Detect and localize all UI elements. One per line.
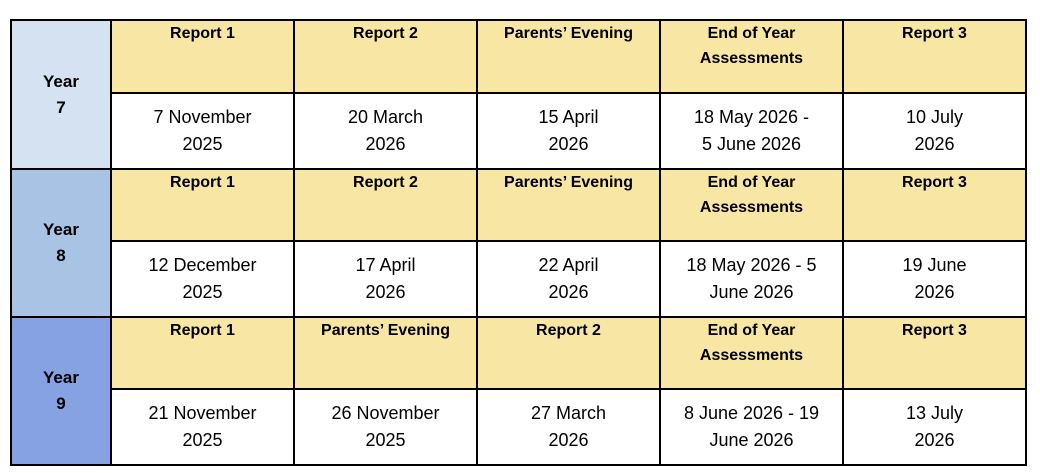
milestone-header-text: Report 1 <box>170 174 235 191</box>
milestone-date-text: 19 June <box>902 255 967 275</box>
milestone-header-text: Report 1 <box>170 25 235 42</box>
milestone-header-cell <box>111 20 294 93</box>
milestone-date-text: 2025 <box>182 430 223 450</box>
milestone-header-text: Report 3 <box>902 174 967 191</box>
year-label-number: 7 <box>56 97 66 117</box>
milestone-date-text: 20 March <box>347 107 424 127</box>
milestone-date-cell <box>843 241 1026 317</box>
milestone-date-text: 2025 <box>182 282 223 302</box>
milestone-header-text: End of Year <box>707 174 796 191</box>
milestone-header-text: Assessments <box>699 347 804 364</box>
milestone-date-text: 2026 <box>365 134 406 154</box>
milestone-header-text: Report 2 <box>536 322 601 339</box>
milestone-date-text: 15 April <box>538 107 599 127</box>
milestone-date-text: 18 May 2026 - <box>693 107 810 127</box>
year-label-cell <box>11 20 111 169</box>
milestone-header-cell <box>294 169 477 241</box>
milestone-header-text: Report 3 <box>902 322 967 339</box>
milestone-date-text: 27 March <box>530 403 607 423</box>
milestone-header-cell <box>477 20 660 93</box>
milestone-date-cell <box>660 389 843 465</box>
milestone-date-cell <box>843 389 1026 465</box>
milestone-date-text: 7 November <box>153 107 252 127</box>
milestone-header-cell <box>843 169 1026 241</box>
milestone-header-text: Report 2 <box>353 174 418 191</box>
year-label-word: Year <box>43 71 79 91</box>
milestone-header-text: Report 2 <box>353 25 418 42</box>
milestone-date-cell <box>294 389 477 465</box>
year-label-word: Year <box>43 368 79 387</box>
reporting-schedule-table <box>10 19 1027 466</box>
year-label-word: Year <box>43 220 79 239</box>
milestone-date-cell <box>477 389 660 465</box>
date-row-year-7 <box>11 93 1026 169</box>
milestone-header-text: Report 3 <box>902 25 967 42</box>
milestone-date-cell <box>660 93 843 169</box>
milestone-date-text: 10 July <box>905 107 964 127</box>
milestone-date-text: 2026 <box>914 134 955 154</box>
milestone-date-text: 2026 <box>914 282 955 302</box>
milestone-header-text: Parents’ Evening <box>321 322 450 339</box>
milestone-header-cell <box>477 169 660 241</box>
milestone-header-cell <box>294 317 477 389</box>
milestone-date-cell <box>843 93 1026 169</box>
date-row-year-8 <box>11 241 1026 317</box>
schedule-body <box>11 20 1026 465</box>
milestone-header-cell <box>660 169 843 241</box>
year-label-cell <box>11 169 111 317</box>
milestone-header-cell <box>294 20 477 93</box>
milestone-date-text: 18 May 2026 - 5 <box>686 255 817 275</box>
milestone-date-text: 13 July <box>905 403 964 423</box>
milestone-date-text: 2026 <box>914 430 955 450</box>
milestone-date-text: 26 November <box>331 403 440 423</box>
year-label-cell <box>11 317 111 465</box>
header-row-year-9 <box>11 317 1026 389</box>
milestone-date-text: 2026 <box>548 430 589 450</box>
milestone-header-text: Parents’ Evening <box>504 25 633 42</box>
milestone-date-cell <box>111 389 294 465</box>
milestone-header-text: Assessments <box>699 199 804 216</box>
milestone-header-text: Parents’ Evening <box>504 174 633 191</box>
milestone-date-text: 2025 <box>182 134 223 154</box>
milestone-header-cell <box>111 169 294 241</box>
milestone-header-cell <box>477 317 660 389</box>
milestone-date-text: 2025 <box>365 430 406 450</box>
milestone-header-cell <box>843 20 1026 93</box>
milestone-date-cell <box>477 93 660 169</box>
milestone-date-cell <box>660 241 843 317</box>
milestone-date-text: 5 June 2026 <box>701 134 802 154</box>
milestone-header-text: Report 1 <box>170 322 235 339</box>
milestone-date-text: 2026 <box>548 134 589 154</box>
milestone-date-cell <box>294 93 477 169</box>
year-label-number: 8 <box>56 246 66 265</box>
date-row-year-9 <box>11 389 1026 465</box>
milestone-date-text: 22 April <box>538 255 599 275</box>
milestone-date-text: 21 November <box>148 403 257 423</box>
milestone-date-text: June 2026 <box>709 430 794 450</box>
milestone-date-text: 17 April <box>355 255 416 275</box>
milestone-header-cell <box>660 20 843 93</box>
milestone-header-cell <box>660 317 843 389</box>
milestone-date-cell <box>477 241 660 317</box>
milestone-date-text: 8 June 2026 - 19 <box>683 403 820 423</box>
milestone-header-text: End of Year <box>707 322 796 339</box>
header-row-year-7 <box>11 20 1026 93</box>
header-row-year-8 <box>11 169 1026 241</box>
milestone-header-text: End of Year <box>707 25 796 42</box>
milestone-header-text: Assessments <box>699 50 804 67</box>
milestone-header-cell <box>111 317 294 389</box>
year-label-number: 9 <box>56 394 66 413</box>
milestone-header-cell <box>843 317 1026 389</box>
milestone-date-cell <box>111 93 294 169</box>
milestone-date-cell <box>294 241 477 317</box>
milestone-date-text: 2026 <box>365 282 406 302</box>
milestone-date-text: 2026 <box>548 282 589 302</box>
milestone-date-text: 12 December <box>148 255 257 275</box>
milestone-date-text: June 2026 <box>709 282 794 302</box>
milestone-date-cell <box>111 241 294 317</box>
